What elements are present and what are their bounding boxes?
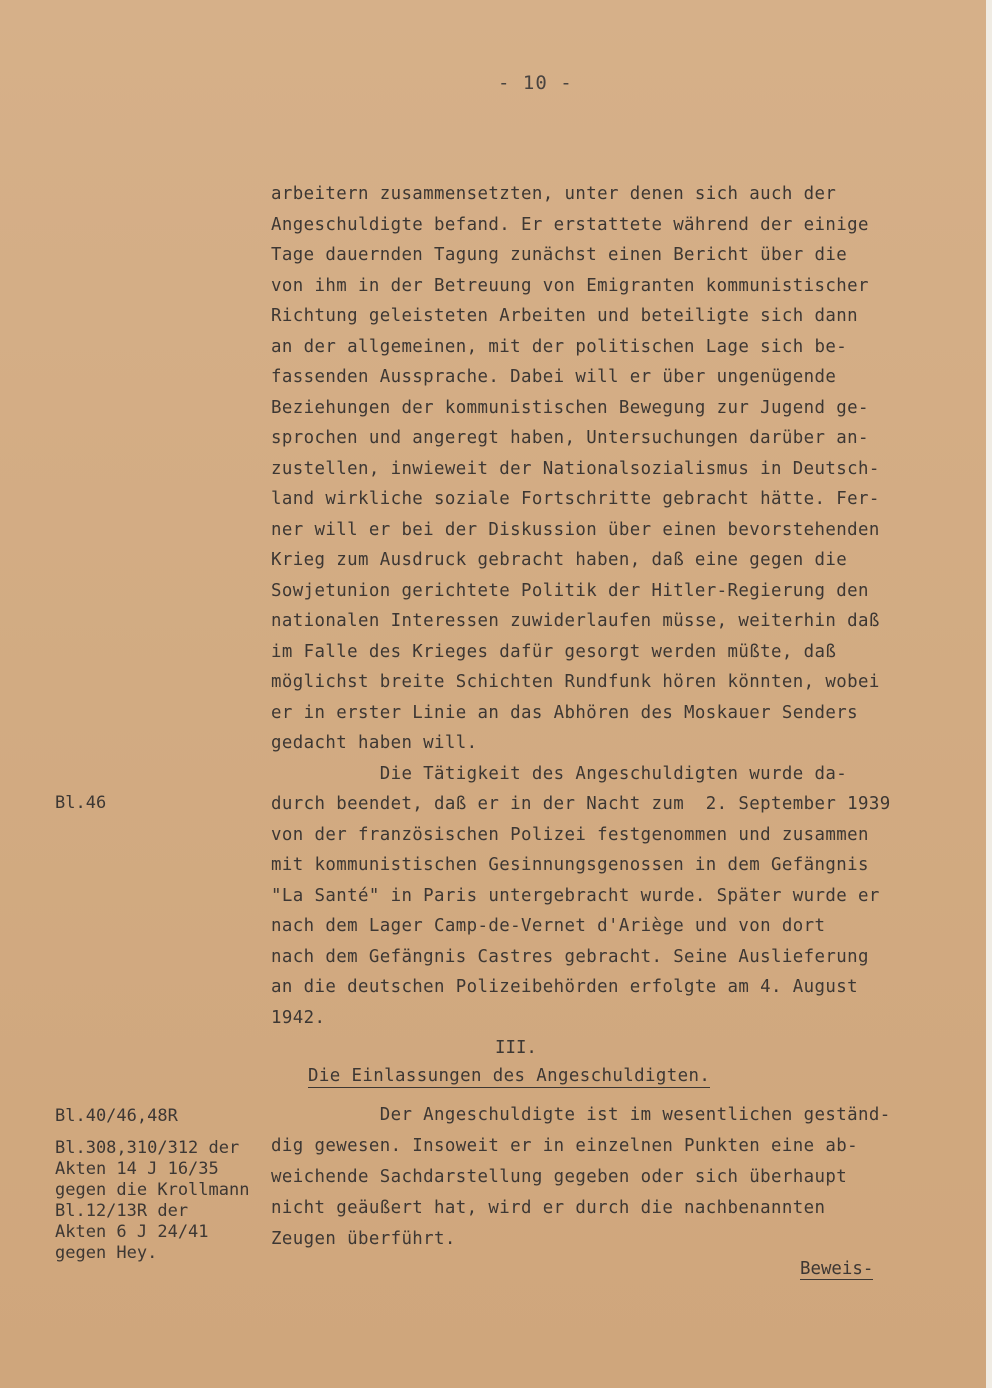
body-line: "La Santé" in Paris untergebracht wurde. Später wurde er <box>271 885 880 906</box>
body-line: durch beendet, daß er in der Nacht zum 2. September 1939 <box>271 794 891 814</box>
body-line: zustellen, inwieweit der Nationalsozialismus in Deutsch- <box>271 458 880 479</box>
section-line: nicht geäußert hat, wird er durch die nachbenannten <box>271 1198 826 1218</box>
page-number: - 10 - <box>498 72 573 94</box>
section-line: dig gewesen. Insoweit er in einzelnen Punkten eine ab- <box>271 1136 858 1156</box>
body-line: Krieg zum Ausdruck gebracht haben, daß eine gegen die <box>271 550 848 570</box>
body-line: sprochen und angeregt haben, Untersuchungen darüber an- <box>271 428 869 448</box>
body-line: arbeitern zusammensetzten, unter denen sich auch der <box>271 184 837 204</box>
body-line: im Falle des Krieges dafür gesorgt werden müßte, daß <box>271 641 837 662</box>
body-line: von der französischen Polizei festgenommen und zusammen <box>271 824 869 845</box>
body-line: ner will er bei der Diskussion über einen bevorstehenden <box>271 519 880 540</box>
margin-note-line: gegen die Krollmann <box>55 1180 250 1200</box>
body-line: land wirkliche soziale Fortschritte gebracht hätte. Fer- <box>271 489 880 509</box>
paper-edge <box>986 0 992 1388</box>
catchword: Beweis- <box>800 1259 874 1279</box>
body-line: er in erster Linie an das Abhören des Moskauer Senders <box>271 702 858 723</box>
body-line: Beziehungen der kommunistischen Bewegung zur Jugend ge- <box>271 397 869 418</box>
section-line: Zeugen überführt. <box>271 1229 456 1249</box>
body-line: nach dem Lager Camp-de-Vernet d'Ariège und von dort <box>271 916 826 936</box>
body-line: fassenden Aussprache. Dabei will er über ungenügende <box>271 367 837 387</box>
body-line: von ihm in der Betreuung von Emigranten kommunistischer <box>271 275 869 296</box>
body-line: nach dem Gefängnis Castres gebracht. Seine Auslieferung <box>271 946 869 967</box>
margin-note-line: Bl.12/13R der <box>55 1201 189 1221</box>
body-line: Sowjetunion gerichtete Politik der Hitler-Regierung den <box>271 580 869 601</box>
body-line: Tage dauernden Tagung zunächst einen Bericht über die <box>271 245 848 265</box>
body-line: mit kommunistischen Gesinnungsgenossen in dem Gefängnis <box>271 855 869 875</box>
margin-note-line: Akten 6 J 24/41 <box>55 1222 209 1242</box>
body-line: gedacht haben will. <box>271 733 478 753</box>
body-line: an der allgemeinen, mit der politischen Lage sich be- <box>271 336 848 357</box>
section-line: weichende Sachdarstellung gegeben oder sich überhaupt <box>271 1167 848 1187</box>
body-line: Angeschuldigte befand. Er erstattete während der einige <box>271 214 869 235</box>
section-line: Der Angeschuldigte ist im wesentlichen geständ- <box>271 1105 891 1125</box>
body-line: Richtung geleisteten Arbeiten und beteiligte sich dann <box>271 306 858 326</box>
margin-note-line: Bl.308,310/312 der <box>55 1138 240 1158</box>
body-line: Die Tätigkeit des Angeschuldigten wurde da- <box>271 763 848 784</box>
margin-note-line: Akten 14 J 16/35 <box>55 1159 219 1179</box>
body-line: an die deutschen Polizeibehörden erfolgte am 4. August <box>271 977 858 997</box>
section-heading: Die Einlassungen des Angeschuldigten. <box>308 1066 711 1086</box>
section-number: III. <box>495 1038 537 1058</box>
body-line: möglichst breite Schichten Rundfunk hören könnten, wobei <box>271 672 880 692</box>
margin-note-bl40: Bl.40/46,48R <box>55 1106 178 1126</box>
body-line: nationalen Interessen zuwiderlaufen müsse, weiterhin daß <box>271 611 880 631</box>
margin-note-bl46: Bl.46 <box>55 793 107 813</box>
body-line: 1942. <box>271 1007 326 1028</box>
margin-note-line: gegen Hey. <box>55 1243 158 1263</box>
